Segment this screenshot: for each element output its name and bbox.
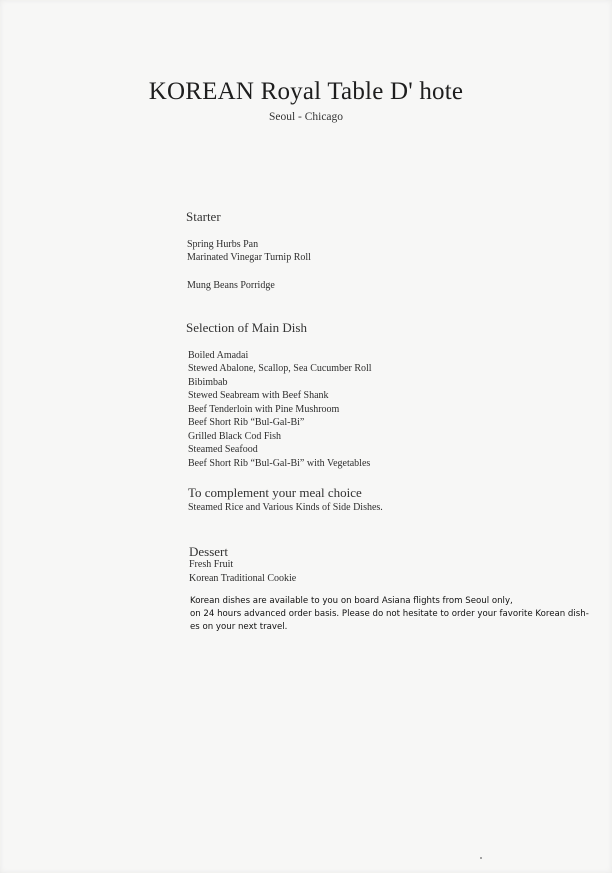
dessert-item: Fresh Fruit: [189, 559, 234, 570]
starter-heading: Starter: [186, 209, 221, 224]
notice-line: on 24 hours advanced order basis. Please do not hesitate to order your favorite Korean dish-: [190, 609, 589, 619]
main-dish-item: Beef Tenderloin with Pine Mushroom: [188, 404, 340, 415]
complement-item: Steamed Rice and Various Kinds of Side Dishes.: [188, 502, 383, 513]
main-dish-item: Bibimbab: [188, 377, 228, 388]
complement-heading: To complement your meal choice: [188, 485, 362, 500]
main-dish-item: Steamed Seafood: [188, 444, 258, 455]
main-dish-heading: Selection of Main Dish: [186, 320, 307, 335]
starter-item: Mung Beans Porridge: [187, 280, 275, 291]
menu-title: KOREAN Royal Table D' hote: [148, 78, 464, 105]
korean-dish-notice: [190, 595, 590, 634]
main-dish-item: Boiled Amadai: [188, 350, 249, 361]
main-dish-item: Stewed Seabream with Beef Shank: [188, 390, 329, 401]
main-dish-item: Stewed Abalone, Scallop, Sea Cucumber Roll: [188, 363, 372, 374]
notice-line: es on your next travel.: [190, 622, 288, 632]
main-dish-item: Beef Short Rib “Bul-Gal-Bi” with Vegetables: [188, 458, 371, 469]
notice-line: Korean dishes are available to you on board Asiana flights from Seoul only,: [190, 596, 513, 606]
page-speck: [480, 857, 482, 859]
main-dish-item: Grilled Black Cod Fish: [188, 431, 282, 442]
starter-item: Marinated Vinegar Turnip Roll: [187, 252, 311, 263]
starter-item: Spring Hurbs Pan: [187, 239, 259, 250]
route-subtitle: Seoul - Chicago: [268, 111, 344, 123]
main-dish-item: Beef Short Rib “Bul-Gal-Bi”: [188, 417, 305, 428]
dessert-heading: Dessert: [189, 544, 228, 559]
dessert-item: Korean Traditional Cookie: [189, 573, 297, 584]
